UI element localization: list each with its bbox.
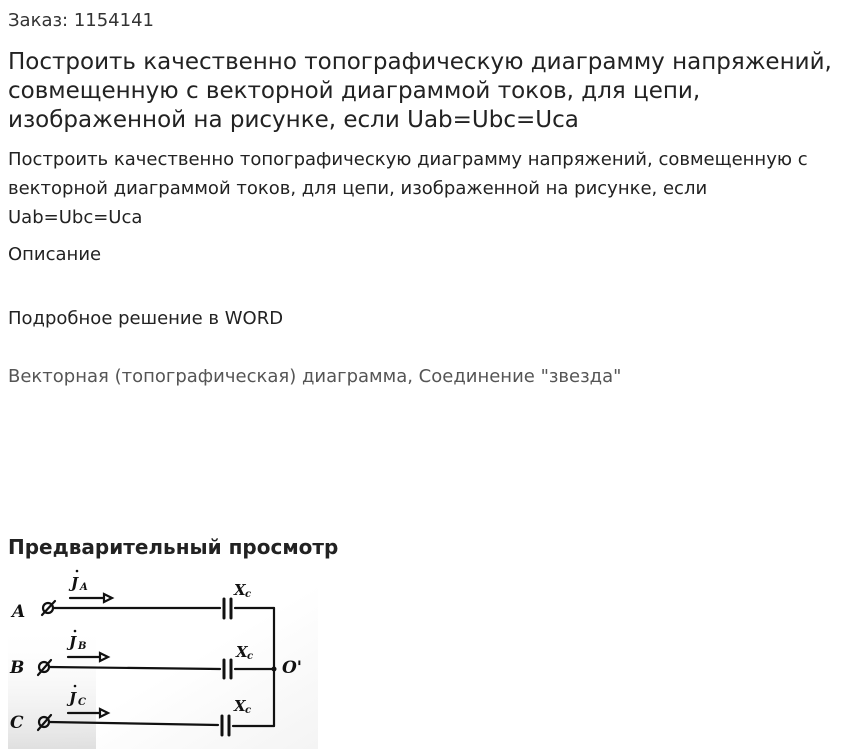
current-b-label: J <box>69 633 77 651</box>
description-heading: Описание <box>8 244 102 265</box>
phase-c-label: C <box>10 713 24 733</box>
reactance-a-sub: c <box>245 589 252 600</box>
current-a-dot <box>76 570 79 573</box>
solution-note: Подробное решение в WORD <box>8 308 284 329</box>
reactance-b-label: X <box>236 643 248 661</box>
phase-a-label: A <box>12 602 26 622</box>
neutral-node <box>272 667 277 672</box>
circuit-preview-image <box>8 565 318 749</box>
task-description: Построить качественно топографическую диаграмму напряжений, совмещенную с векторной диаграммой токов, для цепи, изображенной на рисунке, если Uab=Ubc=Uca <box>8 149 808 228</box>
current-c-sub: C <box>78 697 86 708</box>
current-b-dot <box>74 630 77 633</box>
current-c-dot <box>74 685 77 688</box>
preview-heading: Предварительный просмотр <box>8 535 339 559</box>
reactance-b-sub: c <box>247 651 254 662</box>
order-number: Заказ: 1154141 <box>8 10 154 31</box>
current-b-sub: B <box>78 641 87 652</box>
category-tags: Векторная (топографическая) диаграмма, Соединение "звезда" <box>8 366 622 387</box>
reactance-c-label: X <box>234 697 246 715</box>
reactance-c-sub: c <box>245 705 252 716</box>
neutral-label: O' <box>282 658 303 678</box>
current-a-label: J <box>71 574 79 592</box>
current-a-sub: A <box>80 582 88 593</box>
phase-b-label: B <box>10 658 25 678</box>
reactance-a-label: X <box>234 581 246 599</box>
current-c-label: J <box>69 689 77 707</box>
page-title: Построить качественно топографическую диаграмму напряжений, совмещенную с векторной диаграммой токов, для цепи, изображенной на рисунке, если Uab=Ubc=Uca <box>8 49 832 133</box>
